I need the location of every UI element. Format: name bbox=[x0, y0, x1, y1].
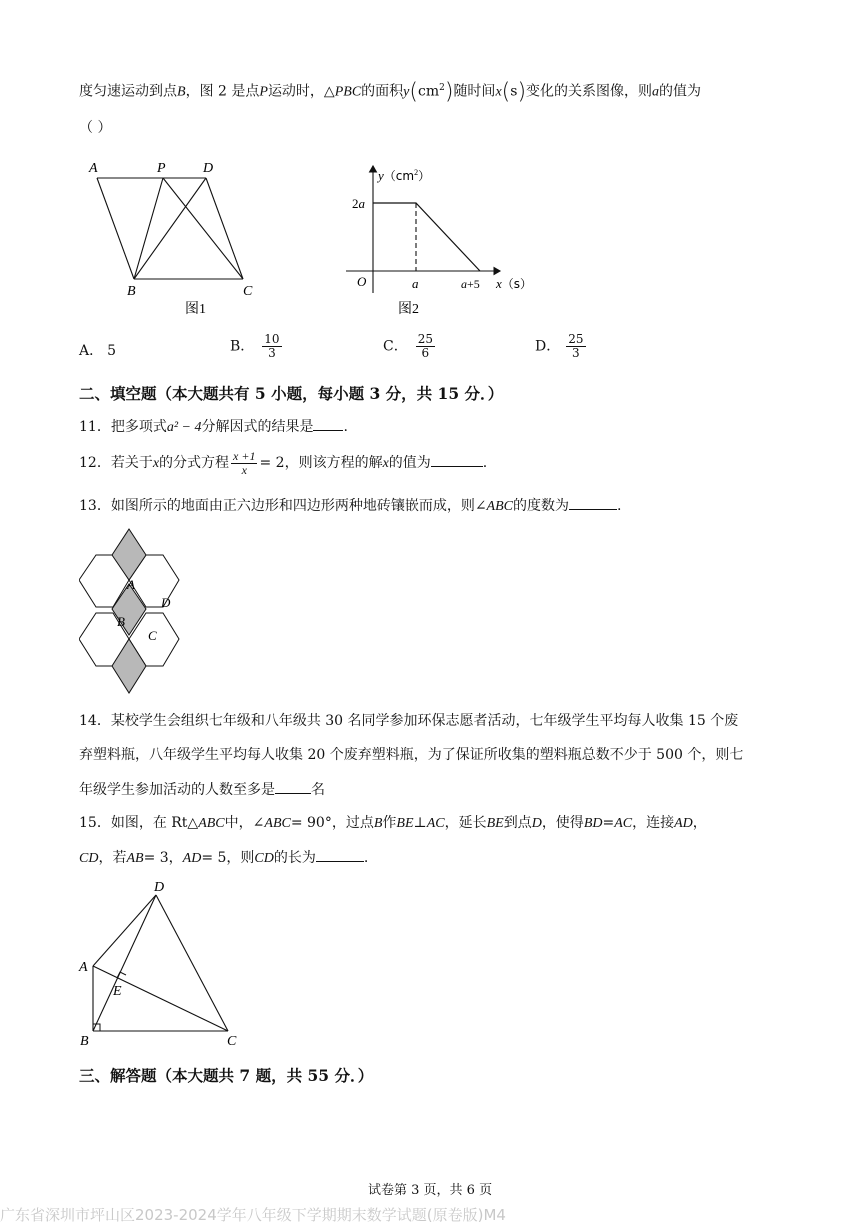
option-letter: A． bbox=[79, 343, 104, 359]
area-graph-line bbox=[373, 203, 480, 271]
question-13 bbox=[79, 495, 621, 517]
origin-label: O bbox=[357, 274, 367, 289]
q13-text: 13．如图所示的地面由正六边形和四边形两种地砖镶嵌而成，则∠ bbox=[79, 498, 487, 514]
fraction-denominator: 3 bbox=[572, 346, 580, 360]
fraction-numerator: x +1 bbox=[233, 448, 256, 463]
unit-cm: cm bbox=[417, 83, 440, 100]
label-b: B bbox=[373, 816, 383, 831]
answer-blank[interactable] bbox=[569, 495, 617, 510]
segment-bd bbox=[134, 178, 206, 279]
q10-text: 的面积 bbox=[361, 83, 404, 100]
q11-text: 11．把多项式 bbox=[79, 419, 167, 435]
label-a: A bbox=[79, 960, 88, 975]
label-c: C bbox=[243, 284, 253, 299]
section-3-heading: 三、解答题（本大题共 7 题，共 55 分．） bbox=[79, 1066, 374, 1085]
label-be: BE bbox=[486, 816, 504, 831]
q14-text: 年级学生参加活动的人数至多是 bbox=[79, 782, 275, 798]
q15-text: = 90°，过点 bbox=[290, 815, 374, 831]
q10-text: 运动时，△ bbox=[267, 83, 335, 100]
label-d: D bbox=[161, 595, 171, 610]
section-2-heading: 二、填空题（本大题共有 5 小题，每小题 3 分，共 15 分．） bbox=[79, 384, 504, 403]
label-bd: BD bbox=[583, 816, 603, 831]
label-d: D bbox=[203, 161, 214, 176]
point-p-label: P bbox=[259, 84, 268, 100]
q15-text: = 3， bbox=[143, 850, 183, 866]
point-b-label: B bbox=[177, 84, 186, 100]
label-ad: AD bbox=[674, 816, 693, 831]
q15-text: ，若 bbox=[98, 850, 127, 866]
q10-stem-line: 度匀速运动到点B，图 2 是点P运动时，△PBC的面积$y(cm^2)$随时间x(s)变化的关系图像，则a的值为 bbox=[79, 79, 702, 105]
question-12 bbox=[79, 448, 487, 479]
equals: = bbox=[602, 815, 615, 831]
question-15-line-2 bbox=[79, 847, 368, 869]
x-axis-label: x（s） bbox=[496, 276, 533, 291]
option-fraction bbox=[262, 333, 281, 360]
figure-2 bbox=[340, 158, 540, 322]
q15-text: 的长为 bbox=[273, 850, 316, 866]
option-letter: B． bbox=[230, 338, 255, 355]
paren-open: ( bbox=[409, 79, 418, 105]
q15-text: 15．如图，在 Rt△ bbox=[79, 815, 199, 831]
q15-text: ，延长 bbox=[444, 815, 487, 831]
q11-text: 分解因式的结果是 bbox=[201, 419, 314, 435]
label-abc: ABC bbox=[198, 816, 225, 831]
q12-text: = 2，则该方程的解 bbox=[259, 455, 383, 471]
x-tick-a: a bbox=[412, 276, 419, 291]
q12-text: 的值为 bbox=[388, 455, 431, 471]
label-cd: CD bbox=[79, 851, 99, 866]
fraction-numerator: 25 bbox=[568, 332, 584, 346]
label-cd: CD bbox=[254, 851, 274, 866]
source-watermark: 广东省深圳市坪山区2023-2024学年八年级下学期期末数学试题(原卷版)M4 bbox=[0, 1206, 506, 1224]
paren-close: ) bbox=[444, 79, 454, 105]
question-11 bbox=[79, 416, 348, 438]
segment-dc bbox=[206, 178, 243, 279]
label-c: C bbox=[227, 1034, 237, 1049]
q15-text: 中，∠ bbox=[224, 815, 265, 831]
label-d: D bbox=[154, 880, 165, 895]
q10-text: 变化的关系图像，则 bbox=[526, 83, 653, 100]
q10-text: ，图 2 是点 bbox=[185, 83, 260, 100]
fraction-numerator: 25 bbox=[417, 332, 433, 346]
var-x: x bbox=[382, 456, 389, 471]
q11-period: . bbox=[343, 419, 348, 435]
q12-text: 的分式方程 bbox=[159, 455, 230, 471]
paren-open: ( bbox=[501, 79, 511, 105]
paren-close: ) bbox=[517, 79, 527, 105]
segment-pb bbox=[134, 178, 163, 279]
question-15-line-1 bbox=[79, 813, 707, 834]
option-value: 5 bbox=[107, 343, 117, 359]
q15-text: ，连接 bbox=[632, 815, 675, 831]
x-tick-a-plus-5: a+5 bbox=[461, 277, 480, 291]
option-b bbox=[230, 333, 284, 360]
answer-blank[interactable] bbox=[313, 416, 343, 431]
segment-dc bbox=[156, 895, 228, 1031]
q10-text: 度匀速运动到点 bbox=[79, 83, 177, 100]
label-a: A bbox=[127, 577, 135, 592]
q10-answer-paren: （ ） bbox=[79, 120, 112, 136]
label-abc: ABC bbox=[264, 816, 291, 831]
figure-1 bbox=[85, 152, 265, 322]
unit-s: s bbox=[510, 83, 518, 100]
figure-hexagon-tiling bbox=[79, 527, 214, 697]
question-14-line-1: 14．某校学生会组织七年级和八年级共 30 名同学参加环保志愿者活动，七年级学生平均每人收集 15 个废 bbox=[79, 713, 739, 729]
figure-1-caption: 图1 bbox=[185, 302, 206, 317]
perp-symbol: ⊥ bbox=[413, 815, 427, 831]
q12-text: 12．若关于 bbox=[79, 455, 153, 471]
label-d: D bbox=[531, 816, 542, 831]
label-ac: AC bbox=[614, 816, 633, 831]
label-b: B bbox=[80, 1034, 89, 1049]
figure-triangle bbox=[74, 875, 249, 1050]
q11-expression: a² − 4 bbox=[166, 420, 202, 435]
q15-text: 到点 bbox=[503, 815, 532, 831]
option-a bbox=[79, 341, 116, 361]
angle-abc-label: ABC bbox=[486, 499, 513, 514]
label-b: B bbox=[117, 614, 125, 629]
triangle-pbc-label: PBC bbox=[334, 84, 362, 100]
var-x: x bbox=[495, 84, 502, 100]
var-x: x bbox=[152, 456, 160, 471]
question-14-line-3 bbox=[79, 779, 325, 800]
label-be: BE bbox=[396, 816, 414, 831]
question-14-line-2: 弃塑料瓶，八年级学生平均每人收集 20 个废弃塑料瓶，为了保证所收集的塑料瓶总数不少于 500 个，则七 bbox=[79, 747, 744, 763]
answer-blank[interactable] bbox=[275, 779, 311, 794]
option-letter: C． bbox=[383, 338, 408, 355]
q13-period: . bbox=[617, 498, 622, 514]
segment-ab bbox=[97, 178, 134, 279]
option-d bbox=[535, 333, 588, 360]
label-c: C bbox=[148, 628, 157, 643]
label-a: A bbox=[89, 161, 98, 176]
fraction-denominator: 6 bbox=[421, 346, 430, 360]
option-c bbox=[383, 333, 437, 360]
label-p: P bbox=[157, 161, 166, 176]
fraction-denominator: 3 bbox=[268, 346, 276, 360]
label-ab: AB bbox=[126, 851, 144, 866]
var-a: a bbox=[652, 84, 660, 100]
label-b: B bbox=[127, 284, 136, 299]
q15-text: ， bbox=[692, 815, 707, 831]
figure-2-caption: 图2 bbox=[398, 302, 419, 317]
q12-fraction bbox=[231, 450, 257, 477]
fraction-denominator: x bbox=[241, 462, 247, 477]
option-fraction bbox=[566, 333, 585, 360]
segment-bd bbox=[93, 895, 156, 1031]
label-ac: AC bbox=[426, 816, 445, 831]
q15-text: = 5，则 bbox=[201, 850, 255, 866]
option-fraction bbox=[416, 333, 435, 360]
answer-blank[interactable] bbox=[316, 847, 364, 862]
y-tick-2a: 2a bbox=[352, 196, 365, 211]
answer-blank[interactable] bbox=[431, 452, 483, 467]
fraction-numerator: 10 bbox=[264, 332, 280, 346]
q12-period: . bbox=[482, 455, 488, 471]
q13-text: 的度数为 bbox=[513, 498, 569, 514]
q10-text: 随时间 bbox=[453, 83, 496, 100]
var-y: y bbox=[403, 84, 410, 100]
label-e: E bbox=[113, 984, 122, 999]
q10-text: 的值为 bbox=[659, 83, 702, 100]
y-axis-label: $y(cm^2)$ bbox=[378, 168, 431, 183]
q15-text: ，使得 bbox=[541, 815, 584, 831]
segment-ad bbox=[93, 895, 156, 966]
segment-pc bbox=[163, 178, 243, 279]
q14-text: 名 bbox=[311, 782, 325, 798]
label-ad: AD bbox=[182, 851, 202, 866]
q15-period: . bbox=[363, 850, 369, 866]
q15-text: 作 bbox=[382, 815, 397, 831]
page-footer: 试卷第 3 页，共 6 页 bbox=[368, 1183, 493, 1198]
option-letter: D． bbox=[535, 338, 561, 355]
